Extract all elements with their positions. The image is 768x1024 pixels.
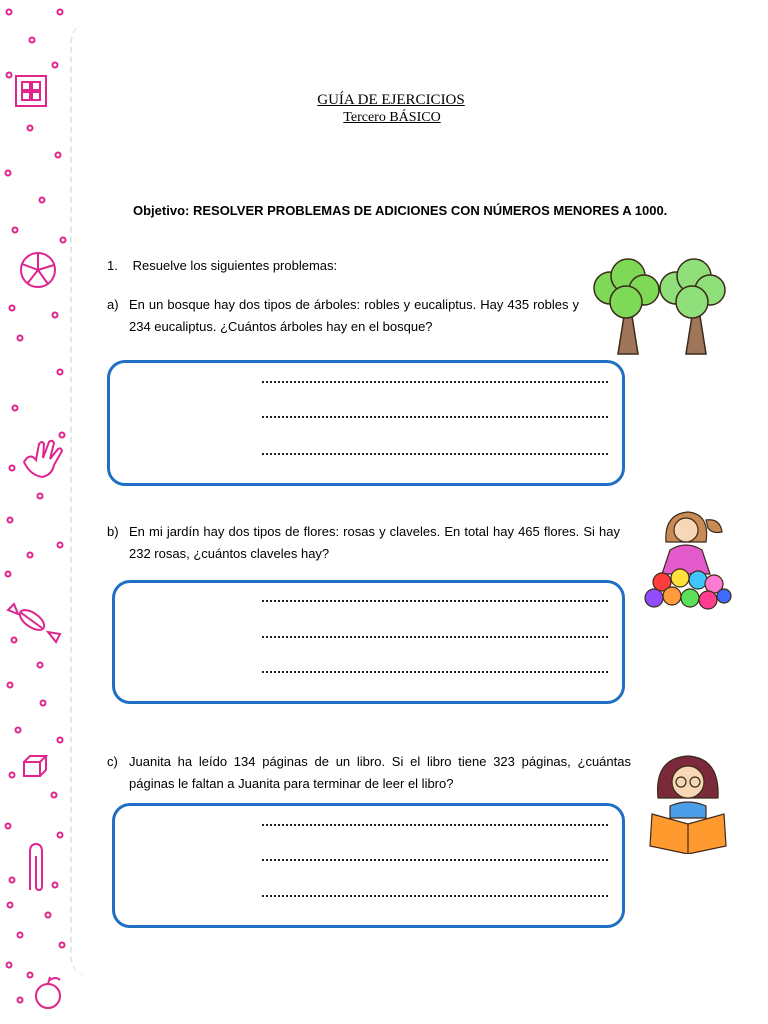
- page-subtitle: Tercero BÁSICO: [343, 110, 441, 125]
- problem-text: En mi jardín hay dos tipos de flores: rosas y claveles. En total hay 465 flores. Si hay 232 rosas, ¿cuántos claveles hay?: [129, 524, 620, 561]
- answer-line[interactable]: [262, 453, 608, 455]
- problem-letter: a): [107, 297, 119, 312]
- girl-reading-icon: [646, 752, 730, 854]
- answer-line[interactable]: [262, 636, 608, 638]
- answer-line[interactable]: [262, 416, 608, 418]
- answer-line[interactable]: [262, 600, 608, 602]
- answer-line[interactable]: [262, 381, 608, 383]
- answer-box-a[interactable]: [107, 360, 625, 486]
- answer-line[interactable]: [262, 671, 608, 673]
- objective: [133, 203, 667, 218]
- answer-box-b[interactable]: [112, 580, 625, 704]
- instruction-text: Resuelve los siguientes problemas:: [132, 258, 338, 273]
- problem-text: Juanita ha leído 134 páginas de un libro. Si el libro tiene 323 páginas, ¿cuántas páginas le faltan a Juanita para terminar de leer el libro?: [129, 754, 631, 791]
- page-title: GUÍA DE EJERCICIOS: [317, 92, 465, 108]
- answer-line[interactable]: [262, 895, 608, 897]
- instruction: [107, 258, 337, 273]
- answer-box-c[interactable]: [112, 803, 625, 928]
- problem-text: En un bosque hay dos tipos de árboles: robles y eucaliptus. Hay 435 robles y 234 eucaliptus. ¿Cuántos árboles hay en el bosque?: [129, 297, 579, 334]
- problem-letter: c): [107, 754, 118, 769]
- trees-icon: [592, 258, 726, 358]
- objective-text: RESOLVER PROBLEMAS DE ADICIONES CON NÚMEROS MENORES A 1000.: [192, 203, 668, 218]
- problem-b: [107, 521, 620, 565]
- page-edge: [70, 22, 90, 977]
- objective-label: Objetivo:: [133, 203, 190, 218]
- problem-a: [107, 294, 579, 338]
- girl-flowers-icon: [640, 500, 732, 620]
- instruction-number: 1.: [107, 258, 118, 273]
- problem-c: [107, 751, 631, 795]
- problem-letter: b): [107, 524, 119, 539]
- answer-line[interactable]: [262, 859, 608, 861]
- answer-line[interactable]: [262, 824, 608, 826]
